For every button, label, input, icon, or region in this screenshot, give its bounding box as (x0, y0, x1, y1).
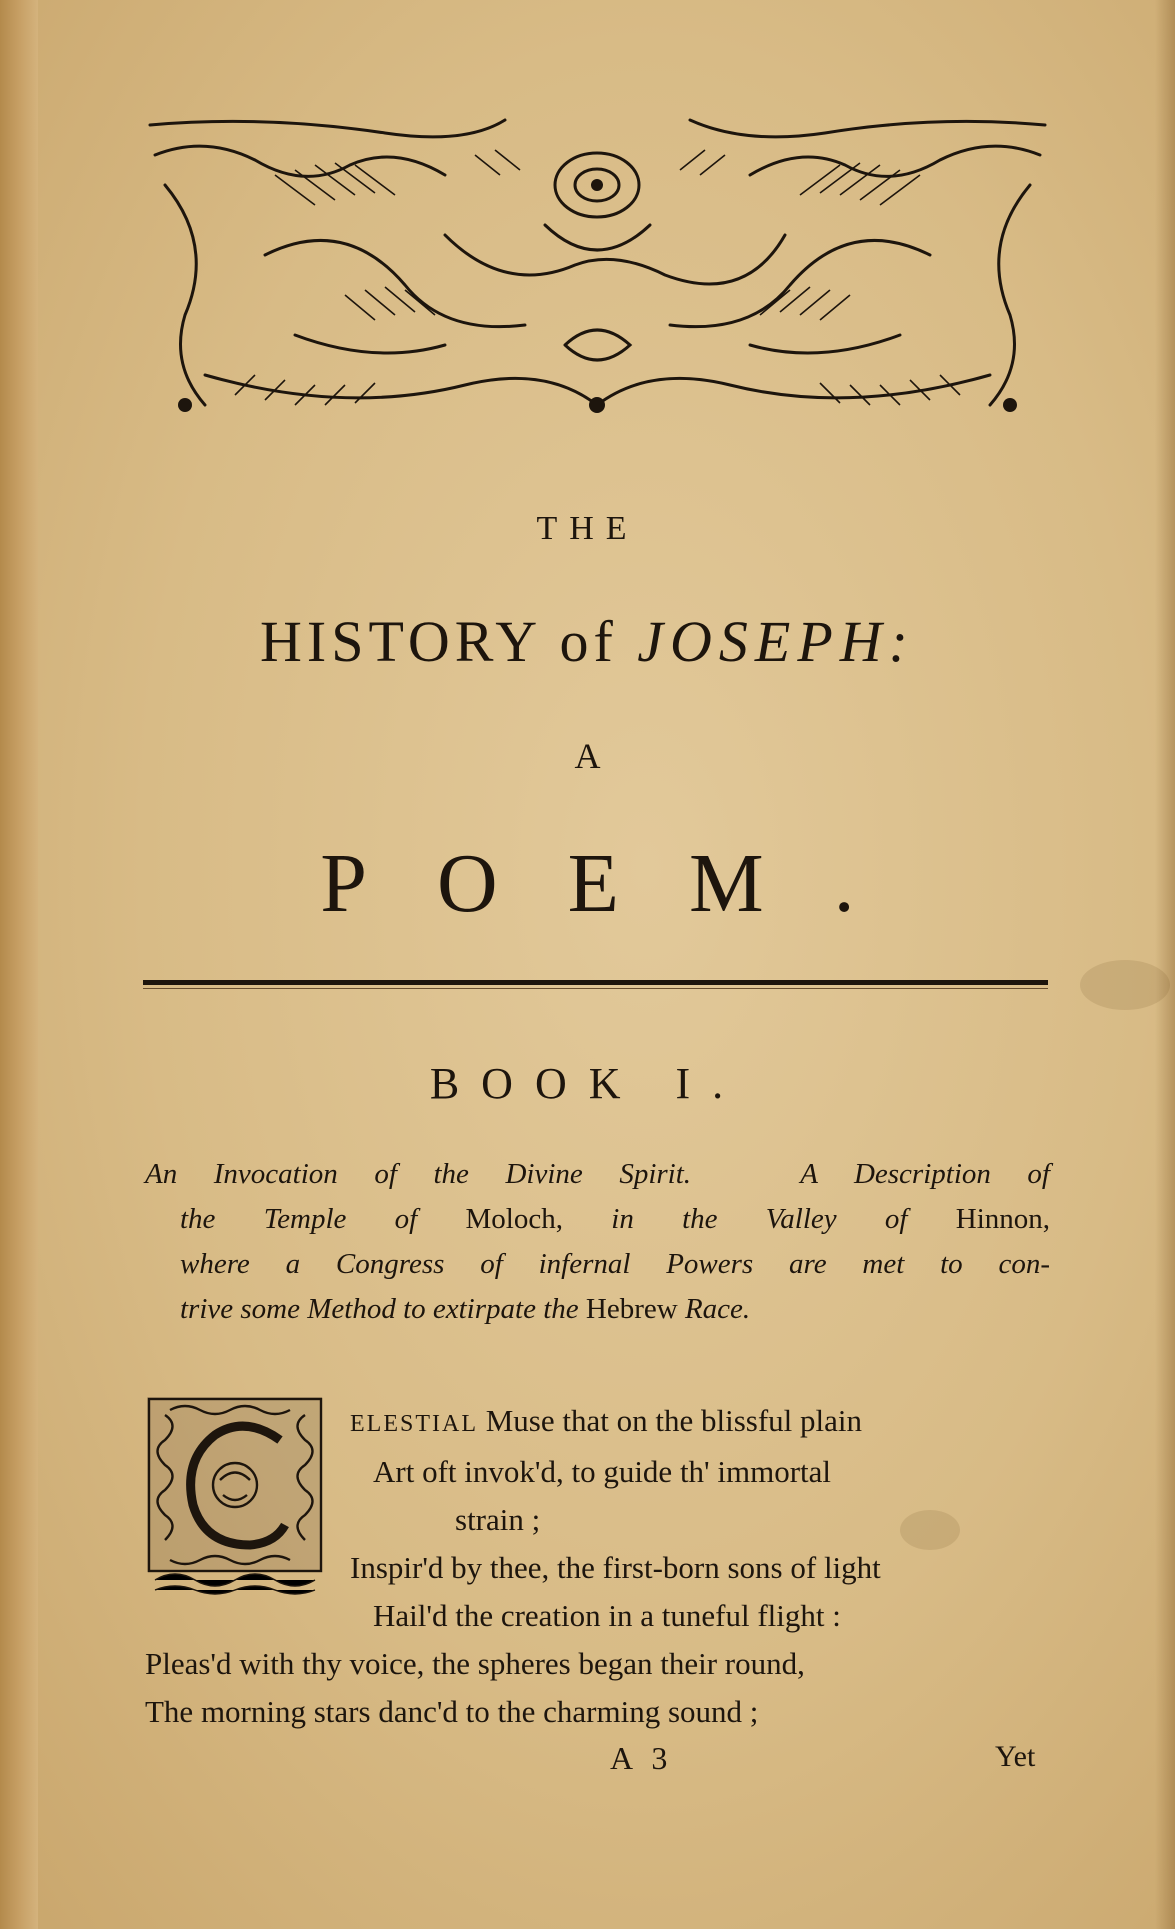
page-binding-edge (0, 0, 38, 1929)
verse-line-4: Inspir'd by thee, the first-born sons of light (350, 1550, 881, 1585)
summary-line (145, 1152, 1050, 1197)
verse-line-2: Art oft invok'd, to guide th' immortal (373, 1454, 832, 1489)
verse-line-5: Hail'd the creation in a tuneful flight : (373, 1598, 841, 1633)
summary-roman-text: Moloch, (465, 1203, 563, 1235)
catchword: Yet (995, 1740, 1036, 1773)
title-rule (143, 980, 1048, 985)
summary-roman-text: Hinnon, (955, 1203, 1050, 1235)
signature-mark: A 3 (610, 1740, 674, 1776)
title-a: A (574, 736, 601, 776)
verse-line-6: Pleas'd with thy voice, the spheres began their round, (145, 1646, 805, 1681)
title-italic: JOSEPH: (637, 609, 915, 674)
summary-italic-text: Race. (677, 1293, 751, 1325)
title-poem: POEM. (320, 837, 925, 930)
verse-line-7: The morning stars danc'd to the charming sound ; (145, 1694, 759, 1729)
book-title (0, 608, 1175, 675)
summary-italic-text: the Temple of (180, 1203, 466, 1235)
poem-verse (145, 1397, 1055, 1736)
summary-line (145, 1287, 1050, 1332)
summary-italic-text: in the Valley of (562, 1203, 956, 1235)
summary-italic-text: trive some Method to extirpate the (180, 1293, 586, 1325)
title-plain: HISTORY of (260, 609, 618, 674)
summary-italic-text: An Invocation of the Divine Spirit. (145, 1158, 692, 1190)
summary-roman-text: Hebrew (585, 1293, 678, 1325)
headpiece-ornament (145, 115, 1050, 433)
title-rule-thin (143, 988, 1048, 989)
verse-line-1-text: Muse that on the blissful plain (477, 1403, 863, 1438)
summary-italic-text: where a Congress of infernal Powers are met to con- (180, 1248, 1050, 1280)
page-right-edge (1155, 0, 1175, 1929)
summary-line (145, 1197, 1050, 1242)
verse-line-3: strain ; (455, 1502, 541, 1537)
verse-smallcaps: ELESTIAL (350, 1411, 478, 1437)
book-heading: BOOK I. (429, 1059, 746, 1108)
summary-line (145, 1242, 1050, 1287)
argument-summary (145, 1152, 1050, 1332)
foxing-stain (1080, 960, 1170, 1010)
verse-line-1 (145, 1397, 1055, 1448)
summary-italic-text: A Description of (691, 1158, 1050, 1190)
title-the: THE (536, 510, 639, 547)
